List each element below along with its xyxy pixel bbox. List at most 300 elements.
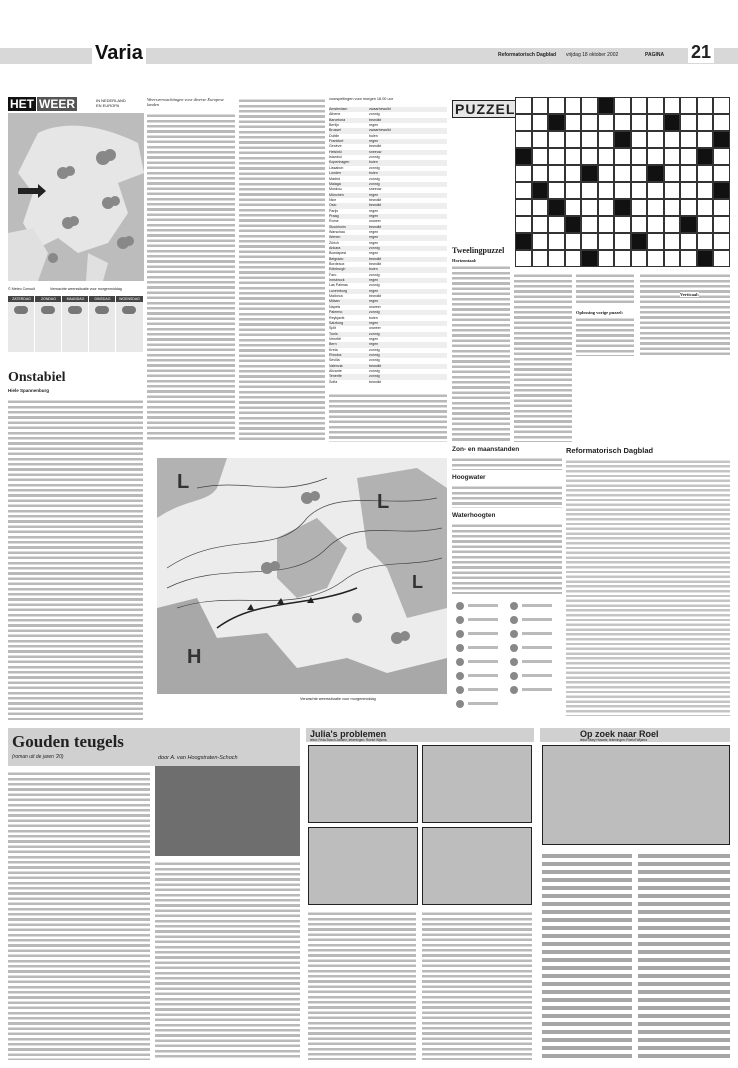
- weather-city: Zürich: [329, 240, 339, 245]
- roel-credits: tekst: Mary Hosaris; tekeningen: Roelof Wijsma: [580, 738, 647, 742]
- crossword-cell: [664, 250, 681, 267]
- crossword-cell: [598, 114, 615, 131]
- crossword-cell: [565, 250, 582, 267]
- puzzel-horizontaal-label: Horizontaal:: [452, 258, 477, 263]
- julia-panel-1: [308, 745, 418, 823]
- crossword-cell: [614, 199, 631, 216]
- weather-condition: zwaarbewolkt: [369, 107, 391, 111]
- weather-condition: regen: [369, 192, 379, 197]
- weather-condition: zonnig: [369, 331, 380, 336]
- crossword-cell: [631, 114, 648, 131]
- crossword-cell: [713, 199, 730, 216]
- crossword-cell: [581, 199, 598, 216]
- weather-condition: buien: [369, 160, 378, 165]
- weather-table: [329, 97, 447, 387]
- forecast-day-5: [116, 296, 143, 352]
- section-title: Varia: [92, 42, 146, 65]
- weather-condition: zonnig: [369, 310, 380, 315]
- puzzel-oplossing-label: Oplossing vorige puzzel:: [576, 310, 623, 315]
- crossword-cell: [565, 182, 582, 199]
- weather-city: Barcelona: [329, 117, 346, 122]
- crossword-cell: [565, 97, 582, 114]
- weather-city: Dublin: [329, 133, 340, 138]
- cloud-icon: [14, 306, 28, 314]
- weather-condition: zonnig: [369, 272, 380, 277]
- puzzel-clues-col-3: [576, 272, 634, 306]
- crossword-cell: [697, 199, 714, 216]
- crossword-cell: [713, 250, 730, 267]
- weather-condition: bewolkt: [369, 262, 382, 267]
- crossword-cell: [647, 148, 664, 165]
- weather-table-body: [329, 107, 447, 385]
- crossword-cell: [565, 233, 582, 250]
- crossword-cell: [647, 233, 664, 250]
- weather-condition: onweer: [369, 326, 381, 331]
- weather-condition: zonnig: [369, 155, 380, 160]
- waterhoogten-heading: Waterhoogten: [452, 512, 496, 519]
- crossword-cell: [664, 165, 681, 182]
- weather-city: Athene: [329, 112, 341, 117]
- weather-condition: zonnig: [369, 176, 380, 181]
- crossword-cell: [647, 199, 664, 216]
- masthead-date: vrijdag 18 oktober 2002: [566, 52, 619, 58]
- synoptic-map-caption: Verwachte weerssituatie voor morgenmiddag: [300, 697, 376, 701]
- weather-city: Split: [329, 326, 336, 331]
- julia-header: [306, 728, 534, 742]
- crossword-cell: [581, 182, 598, 199]
- weather-city: Lissabon: [329, 165, 344, 170]
- weather-condition: zonnig: [369, 358, 380, 363]
- weather-condition: zonnig: [369, 347, 380, 352]
- crossword-cell: [697, 165, 714, 182]
- julia-credits: tekst: Frida Bosch-Jansen, tekeningen: Roelof Wijsma: [310, 738, 387, 742]
- weather-city: Tenerife: [329, 374, 342, 379]
- weather-condition: regen: [369, 336, 379, 341]
- onstabiel-text: [8, 398, 143, 720]
- crossword-cell: [581, 250, 598, 267]
- weather-city: Salzburg: [329, 320, 344, 325]
- weather-table-row: [329, 380, 447, 385]
- crossword-cell: [631, 148, 648, 165]
- weather-subtitle-1: IN NEDERLAND: [96, 98, 126, 103]
- crossword-cell: [565, 165, 582, 182]
- weather-city: Madrid: [329, 176, 340, 181]
- weather-city: Kopenhagen: [329, 160, 350, 165]
- weather-condition: bewolkt: [369, 363, 382, 368]
- roel-text-1: [542, 850, 632, 1060]
- weather-city: Genève: [329, 144, 342, 149]
- country-weather-heading: Weersverwachtingen voor diverse Europese landen: [147, 97, 224, 108]
- svg-text:H: H: [187, 646, 202, 668]
- gouden-teugels-author: door A. van Hoogstraten-Schoch: [158, 755, 238, 761]
- crossword-cell: [680, 131, 697, 148]
- crossword-cell: [614, 131, 631, 148]
- weather-condition: bewolkt: [369, 203, 382, 208]
- crossword-cell: [697, 233, 714, 250]
- crossword-cell: [697, 148, 714, 165]
- forecast-day-label: ZATERDAG: [8, 296, 35, 302]
- forecast-strip: [8, 296, 143, 356]
- weather-city: Parijs: [329, 208, 338, 213]
- crossword-cell: [713, 148, 730, 165]
- crossword-cell: [581, 216, 598, 233]
- crossword-cell: [515, 182, 532, 199]
- crossword-cell: [565, 199, 582, 216]
- crossword-cell: [598, 250, 615, 267]
- weather-city: Napels: [329, 304, 341, 309]
- crossword-cell: [581, 131, 598, 148]
- julia-panel-4: [422, 827, 532, 905]
- weather-condition: regen: [369, 342, 379, 347]
- weather-city: Belgrado: [329, 256, 344, 261]
- cloud-icon: [68, 306, 82, 314]
- weather-city: Edinburgh: [329, 267, 346, 272]
- crossword-cell: [680, 182, 697, 199]
- crossword-cell: [565, 148, 582, 165]
- europe-weather-map: [8, 113, 144, 281]
- crossword-cell: [680, 233, 697, 250]
- forecast-day-label: ZONDAG: [35, 296, 62, 302]
- puzzel-clues-col-5: [640, 272, 730, 356]
- crossword-cell: [548, 114, 565, 131]
- julia-panel-2: [422, 745, 532, 823]
- puzzel-verticaal-label: Verticaal:: [680, 292, 699, 297]
- crossword-cell: [548, 199, 565, 216]
- crossword-cell: [680, 250, 697, 267]
- weather-city: Amsterdam: [329, 107, 348, 111]
- weather-city: Luxemburg: [329, 288, 347, 293]
- crossword-cell: [515, 250, 532, 267]
- crossword-cell: [664, 199, 681, 216]
- crossword-cell: [647, 131, 664, 148]
- weather-city: Bordeaux: [329, 262, 345, 267]
- crossword-cell: [697, 250, 714, 267]
- crossword-cell: [664, 148, 681, 165]
- weather-condition: sneeuw: [369, 187, 382, 192]
- crossword-cell: [515, 131, 532, 148]
- synoptic-weather-map: [157, 458, 447, 694]
- crossword-cell: [713, 216, 730, 233]
- crossword-cell: [614, 182, 631, 199]
- weather-condition: zonnig: [369, 165, 380, 170]
- crossword-cell: [581, 148, 598, 165]
- cloud-icon: [122, 306, 136, 314]
- weather-city: Helsinki: [329, 149, 342, 154]
- forecast-day-2: [35, 296, 62, 352]
- puzzel-clues-col-2: [514, 272, 572, 442]
- weather-city: Berlijn: [329, 123, 339, 128]
- weather-condition: regen: [369, 278, 379, 283]
- country-weather-text-2: [239, 97, 325, 442]
- crossword-cell: [581, 97, 598, 114]
- weather-table-header: voorspellingen voor morgen 18.00 uur: [329, 97, 393, 101]
- crossword-cell: [697, 114, 714, 131]
- forecast-day-4: [89, 296, 116, 352]
- gouden-teugels-header: [8, 728, 300, 766]
- weather-condition: regen: [369, 240, 379, 245]
- crossword-cell: [697, 182, 714, 199]
- weather-condition: zonnig: [369, 374, 380, 379]
- crossword-cell: [647, 216, 664, 233]
- crossword-cell: [631, 165, 648, 182]
- gouden-teugels-title: Gouden teugels: [12, 732, 124, 751]
- crossword-cell: [598, 148, 615, 165]
- crossword-cell: [713, 97, 730, 114]
- weather-city: Brussel: [329, 128, 341, 133]
- weather-city: Boedapest: [329, 251, 347, 256]
- crossword-cell: [515, 199, 532, 216]
- europe-map-credit: © Meteo Consult: [8, 287, 35, 291]
- waterhoogten-text: [452, 522, 562, 594]
- crossword-cell: [697, 131, 714, 148]
- crossword-cell: [680, 216, 697, 233]
- crossword-cell: [713, 233, 730, 250]
- crossword-cell: [680, 199, 697, 216]
- puzzel-grid: [515, 97, 730, 267]
- crossword-cell: [515, 165, 532, 182]
- crossword-cell: [548, 165, 565, 182]
- weather-city: Venetië: [329, 336, 341, 341]
- weather-city: Palermo: [329, 310, 343, 315]
- crossword-cell: [680, 114, 697, 131]
- weather-condition: regen: [369, 208, 379, 213]
- crossword-cell: [581, 233, 598, 250]
- weather-condition: regen: [369, 123, 379, 128]
- crossword-cell: [647, 182, 664, 199]
- weather-city: Moskou: [329, 187, 342, 192]
- weather-city: Bern: [329, 342, 337, 347]
- crossword-cell: [631, 216, 648, 233]
- weather-city: Tunis: [329, 331, 338, 336]
- puzzel-title: PUZZEL: [452, 100, 518, 118]
- weather-subtitle-2: EN EUROPA: [96, 103, 120, 108]
- weather-city: Oslo: [329, 203, 337, 208]
- crossword-cell: [532, 165, 549, 182]
- zon-maan-heading: Zon- en maanstanden: [452, 446, 520, 453]
- julia-panel-3: [308, 827, 418, 905]
- weather-condition: bewolkt: [369, 117, 382, 122]
- crossword-cell: [532, 97, 549, 114]
- crossword-cell: [548, 250, 565, 267]
- weather-condition: regen: [369, 229, 379, 234]
- forecast-day-3: [62, 296, 89, 352]
- crossword-cell: [647, 114, 664, 131]
- weather-city: Malaga: [329, 181, 341, 186]
- gouden-teugels-text-2: [155, 860, 300, 1060]
- colofon: [566, 446, 730, 716]
- forecast-day-label: MAANDAG: [62, 296, 89, 302]
- weather-city: Faro: [329, 272, 337, 277]
- crossword-cell: [598, 216, 615, 233]
- crossword-cell: [614, 250, 631, 267]
- crossword-cell: [565, 216, 582, 233]
- weather-condition: regen: [369, 320, 379, 325]
- zon-maan-text: [452, 456, 562, 470]
- weather-condition: regen: [369, 139, 379, 144]
- page-number: 21: [688, 42, 714, 63]
- crossword-cell: [614, 114, 631, 131]
- crossword-cell: [713, 182, 730, 199]
- weather-city: Alicante: [329, 368, 342, 373]
- colofon-heading: Reformatorisch Dagblad: [566, 446, 654, 455]
- crossword-cell: [664, 97, 681, 114]
- roel-title: Op zoek naar Roel: [580, 729, 659, 739]
- weather-city: Ankara: [329, 246, 341, 250]
- crossword-cell: [515, 97, 532, 114]
- crossword-cell: [664, 114, 681, 131]
- crossword-cell: [631, 233, 648, 250]
- gouden-teugels-text-1: [8, 770, 150, 1060]
- masthead: [0, 42, 738, 70]
- weather-condition: regen: [369, 213, 379, 218]
- crossword-cell: [614, 165, 631, 182]
- crossword-cell: [697, 97, 714, 114]
- roel-text-2: [638, 850, 730, 1060]
- weather-city: München: [329, 192, 344, 197]
- weather-condition: buien: [369, 315, 378, 320]
- crossword-cell: [565, 114, 582, 131]
- crossword-cell: [614, 148, 631, 165]
- crossword-cell: [548, 148, 565, 165]
- weather-condition: bewolkt: [369, 197, 382, 202]
- weather-condition: zonnig: [369, 112, 380, 117]
- forecast-day-1: [8, 296, 35, 352]
- crossword-cell: [532, 199, 549, 216]
- crossword-cell: [532, 131, 549, 148]
- roel-illustration: [542, 745, 730, 845]
- weather-city: Warschau: [329, 229, 346, 234]
- weather-condition: regen: [369, 299, 379, 304]
- weather-header: [8, 97, 143, 113]
- crossword-cell: [515, 148, 532, 165]
- weather-city: Kreta: [329, 347, 338, 352]
- crossword-cell: [532, 250, 549, 267]
- page-label: PAGINA: [645, 52, 665, 58]
- julia-text-1: [308, 910, 416, 1060]
- weather-condition: buien: [369, 267, 378, 272]
- crossword-cell: [631, 199, 648, 216]
- crossword-cell: [713, 165, 730, 182]
- weather-condition: bewolkt: [369, 379, 382, 384]
- crossword-cell: [532, 216, 549, 233]
- crossword-cell: [647, 165, 664, 182]
- onstabiel-heading: Onstabiel: [8, 370, 66, 385]
- paper-name: Reformatorisch Dagblad: [498, 52, 557, 58]
- crossword-cell: [515, 216, 532, 233]
- weather-condition: bewolkt: [369, 224, 382, 229]
- weather-city: Milaan: [329, 299, 340, 304]
- puzzel-subtitle: Tweelingpuzzel: [452, 246, 505, 255]
- weather-city: Stockholm: [329, 224, 346, 229]
- hoogwater-text: [452, 484, 562, 508]
- weather-condition: zonnig: [369, 181, 380, 186]
- crossword-cell: [647, 250, 664, 267]
- crossword-cell: [581, 114, 598, 131]
- crossword-cell: [598, 182, 615, 199]
- weather-condition: regen: [369, 235, 379, 240]
- crossword-cell: [548, 216, 565, 233]
- puzzel-clues-col-1: [452, 264, 510, 442]
- weather-city: Frankfurt: [329, 139, 344, 144]
- country-weather-text-1: [147, 112, 235, 442]
- weather-city: Sofia: [329, 379, 338, 384]
- crossword-cell: [598, 97, 615, 114]
- crossword-cell: [697, 216, 714, 233]
- crossword-cell: [664, 216, 681, 233]
- weather-city: Nice: [329, 197, 337, 202]
- gouden-teugels-subtitle: (roman uit de jaren '20): [12, 754, 64, 760]
- crossword-cell: [598, 233, 615, 250]
- weather-condition: zonnig: [369, 246, 380, 250]
- weather-condition: zonnig: [369, 352, 380, 357]
- svg-text:L: L: [177, 471, 190, 493]
- weather-condition: bewolkt: [369, 144, 382, 149]
- crossword-cell: [532, 233, 549, 250]
- weather-condition: zonnig: [369, 283, 380, 288]
- svg-text:L: L: [412, 572, 423, 592]
- crossword-cell: [565, 131, 582, 148]
- crossword-cell: [532, 114, 549, 131]
- julia-text-2: [422, 910, 532, 1060]
- crossword-cell: [515, 233, 532, 250]
- colofon-text: [566, 458, 730, 716]
- weather-city: Las Palmas: [329, 283, 348, 288]
- crossword-cell: [548, 233, 565, 250]
- crossword-cell: [631, 250, 648, 267]
- forecast-day-label: WOENSDAG: [116, 296, 143, 302]
- weather-city: Rome: [329, 219, 339, 224]
- forecast-day-label: DINSDAG: [89, 296, 116, 302]
- crossword-cell: [548, 97, 565, 114]
- onstabiel-byline: Hiele Spannenburg: [8, 388, 50, 393]
- crossword-cell: [614, 97, 631, 114]
- weather-city: Innsbruck: [329, 278, 345, 283]
- weather-city: Londen: [329, 171, 341, 176]
- svg-text:L: L: [377, 491, 390, 513]
- crossword-cell: [647, 97, 664, 114]
- crossword-cell: [713, 131, 730, 148]
- crossword-cell: [548, 182, 565, 199]
- weather-condition: bewolkt: [369, 256, 382, 261]
- crossword-cell: [532, 182, 549, 199]
- weather-city: Valencia: [329, 363, 343, 368]
- weather-condition: buien: [369, 133, 378, 138]
- julia-title: Julia's problemen: [310, 729, 387, 739]
- crossword-cell: [664, 182, 681, 199]
- weather-title-het: HET: [10, 97, 34, 111]
- crossword-cell: [664, 131, 681, 148]
- crossword-cell: [515, 114, 532, 131]
- crossword-cell: [598, 199, 615, 216]
- crossword-cell: [680, 148, 697, 165]
- weather-city: Wenen: [329, 235, 341, 240]
- weather-condition: sneeuw: [369, 149, 382, 154]
- crossword-cell: [598, 165, 615, 182]
- crossword-cell: [548, 131, 565, 148]
- cloud-icon: [95, 306, 109, 314]
- puzzel-clues-col-4: [576, 316, 634, 356]
- weather-city: Rhodos: [329, 352, 342, 357]
- weather-city: Istanbul: [329, 155, 342, 160]
- weather-city: Praag: [329, 213, 339, 218]
- crossword-cell: [680, 97, 697, 114]
- weather-city: Reykjavik: [329, 315, 345, 320]
- hoogwater-heading: Hoogwater: [452, 474, 486, 481]
- crossword-cell: [664, 233, 681, 250]
- weather-legend: [452, 598, 562, 716]
- weather-city: Sevilla: [329, 358, 340, 363]
- crossword-cell: [631, 131, 648, 148]
